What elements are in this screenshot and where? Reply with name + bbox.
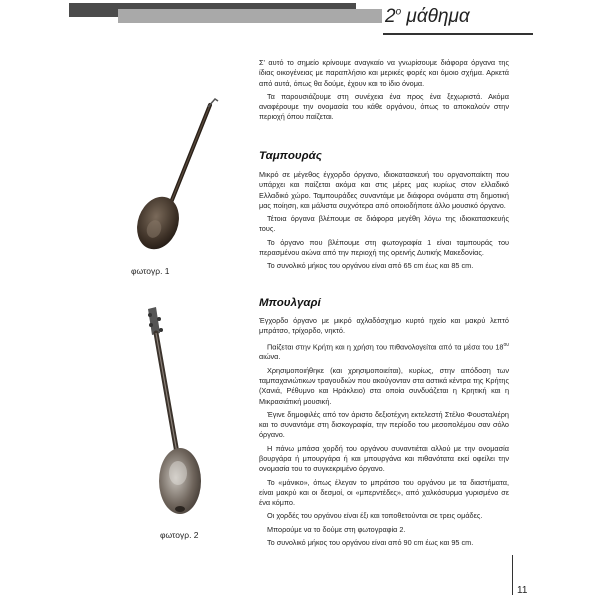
header-bar-light [118,9,382,23]
boulgari-paragraph-9: Το συνολικό μήκος του οργάνου είναι από 90 cm έως και 95 cm. [267,538,474,548]
lesson-title: $2^o$ μάθημα [385,6,470,27]
intro-paragraph-2: Τα παρουσιάζουμε στη συνέχεια ένα προς ένα ξεχωριστά. Ακόμα αναφέρουμε την ονομασία του κάθε οργάνου, όπως το αποκαλούν στην περιοχή όπου παίζεται. [259,91,509,122]
tambouras-photo [130,95,230,260]
header-rule [383,33,533,35]
tambouras-paragraph-3: Το όργανο που βλέπουμε στη φωτογραφία 1 είναι ταμπουράς του περασμένου αιώνα από την περιοχή της ορεινής Δυτικής Μακεδονίας. [259,237,509,258]
page-number: 11 [517,585,528,596]
page-number-rule [512,555,513,595]
boulgari-paragraph-7: Οι χορδές του οργάνου είναι έξι και τοποθετούνται σε τρεις ομάδες. [267,511,483,521]
boulgari-paragraph-5: Η πάνω μπάσα χορδή του οργάνου συναντιέται αλλού με την ονομασία βουργάρα ή μπουργάρα ή και μπουργάνα και πιθανότατα εκεί οφείλει την ονομασία του το συγκεκριμένο όργανο. [259,443,509,474]
tambouras-paragraph-4: Το συνολικό μήκος του οργάνου είναι από 65 cm έως και 85 cm. [267,261,474,271]
photo-2-caption: φωτογρ. 2 [160,530,199,540]
photo-1-caption: φωτογρ. 1 [131,266,170,276]
boulgari-photo [140,303,220,523]
boulgari-paragraph-8: Μπορούμε να το δούμε στη φωτογραφία 2. [267,524,406,534]
tambouras-paragraph-1: Μικρό σε μέγεθος έγχορδο όργανο, ιδιοκατασκευή του οργανοπαίκτη που υπάρχει και παίζεται ακόμα και στις μέρες μας κυρίως στον ελλαδικό Ελλαδικό χώρο. Ταμπουράδες συναντάμε με διάφορα ονόματα στη δημοτική μας ποίηση, και μάλιστα συχνότερα από οποιοδήποτε άλλο μουσικό όργανο. [259,170,509,210]
boulgari-paragraph-6: Το «μάνικο», όπως έλεγαν το μπράτσο του οργάνου με τα διαστήματα, είναι μακρύ και οι δεσμοί, οι «μπερντέδες», από χαλκόσυρμα γυρισμένο σε ένα κόμπο. [259,477,509,508]
section-heading-tambouras: Ταμπουράς [259,150,322,162]
boulgari-paragraph-4: Έγινε δημοφιλές από τον άριστο δεξιοτέχνη εκτελεστή Στέλιο Φουσταλιέρη και το συναντάμε στη δισκογραφία, την περίοδο του μεσοπολέμου σαν σόλο όργανο. [259,409,509,440]
tambouras-paragraph-2: Τέτοια όργανα βλέπουμε σε διάφορα μεγέθη λόγω της ιδιοκατασκευής τους. [259,214,509,234]
boulgari-paragraph-3: Χρησιμοποιήθηκε (και χρησιμοποιείται), κυρίως, στην απόδοση των ταμπαχανιώτικων τραγουδιών που ακούγονταν στα αστικά κέντρα της Κρήτης (Χανιά, Ρέθυμνο και Ηράκλειο) στα οποία συνδυάζεται η Κρητική και η Μικρασιάτική μουσική. [259,365,509,406]
boulgari-paragraph-2: Παίζεται στην Κρήτη και η χρήση του πιθανολογείται από τα μέσα του $18^{o\upsilon}$ αιώνα. [259,341,509,362]
boulgari-paragraph-1: Έγχορδο όργανο με μικρό αχλαδόσχημο κυρτό ηχείο και μακρύ λεπτό μπράτσο, τρίχορδο, νηκτό. [259,316,509,336]
tambouras-text [259,170,509,272]
intro-paragraph-1: Σ' αυτό το σημείο κρίνουμε αναγκαίο να γνωρίσουμε διάφορα όργανα της ίδιας οικογένειας με παραπλήσιο και μερικές φορές και όμοιο σχήμα. Αρκετά από αυτά, όπως θα δούμε, έχουν και το ίδιο όνομα. [259,58,509,88]
section-heading-boulgari: Μπουλγαρί [259,297,321,309]
intro-text [259,58,509,123]
boulgari-text [259,316,509,548]
